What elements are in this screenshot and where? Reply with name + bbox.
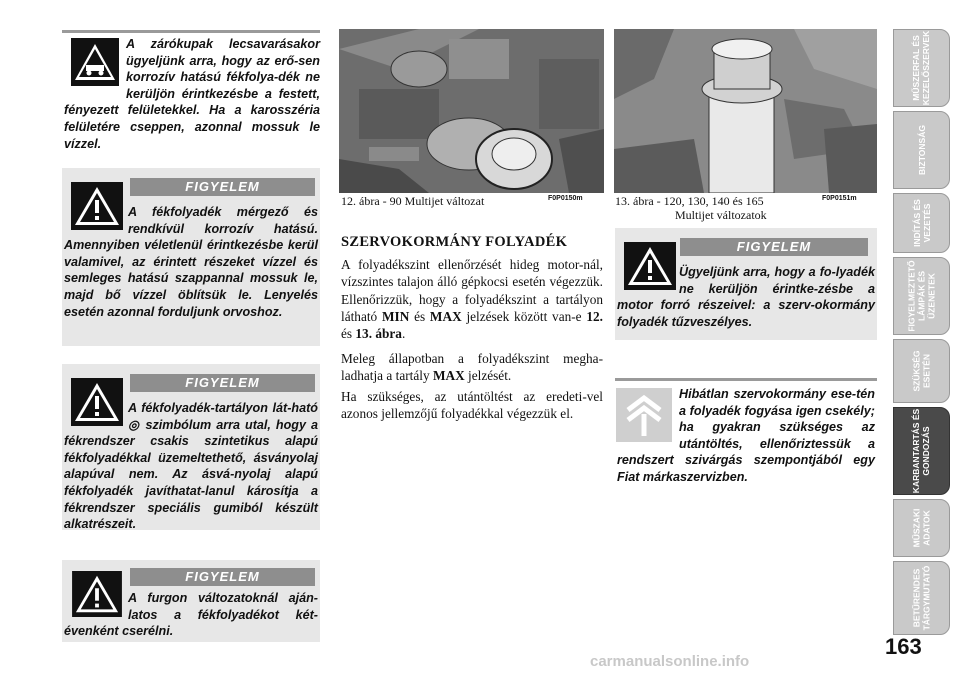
warning-1-title: FIGYELEM [130, 178, 315, 196]
right-note-text: Hibátlan szervokormány ese-tén a folyadék fogyása igen csekély; ha gyakran szükséges az utántöltés, ellenőriztessük a rendszert szivárgás szempontjából egy Fiat márkaszervizben. [617, 387, 875, 484]
figure-13-photo [614, 29, 877, 193]
figure-13-code: F0P0151m [822, 195, 857, 202]
section-paragraph-1: A folyadékszint ellenőrzését hideg motor-nál, vízszintes talajon álló gépkocsi esetén végezzük. Ellenőrizzük, hogy a folyadékszint a tartályon látható MIN és MAX jelzések között van-e 12. és 13. ábra. [341, 257, 603, 342]
warning-2-text: A fékfolyadék-tartályon lát-ható ◎ szimbólum arra utal, hogy a fékrendszer csakis szintetikus alapú fékfolyadékkal üzemeltethető, ásványolaj alapúval nem. Az ásvá-nyolaj alapú fékfolyadék javíthatat-lanul károsítja a fékrendszer speciális gumiból készült alkatrészeit. [64, 401, 318, 532]
tab-muszerfal[interactable]: MŰSZERFAL ÉS KEZELŐSZERVEK [893, 29, 950, 107]
warning-2-title: FIGYELEM [130, 374, 315, 392]
tab-szukseg[interactable]: SZÜKSÉG ESETÉN [893, 339, 950, 403]
tab-inditas[interactable]: INDÍTÁS ÉS VEZETÉS [893, 193, 950, 253]
max-label: MAX [429, 308, 462, 324]
figure-12-code: F0P0150m [548, 195, 583, 202]
watermark: carmanualsonline.info [590, 653, 750, 670]
right-note-rule [615, 378, 877, 381]
warning-3-title: FIGYELEM [130, 568, 315, 586]
section-heading: SZERVOKORMÁNY FOLYADÉK [341, 234, 568, 250]
warning-1-text: A fékfolyadék mérgező és rendkívül korrozív hatású. Amennyiben véletlenül érintkezésbe kerül valamivel, az érintett részeket vízzel és semleges hatású szappannal mossuk le, majd bő vízzel öblítsük le. Lenyelés esetén azonnal forduljunk orvoshoz. [64, 205, 318, 319]
warning-3-text: A furgon változatoknál aján-latos a fékfolyadékot két-évenként cserélni. [64, 591, 318, 639]
tab-karbantartas[interactable]: KARBANTARTÁS ÉS GONDOZÁS [893, 407, 950, 495]
right-warning-text: Ügyeljünk arra, hogy a fo-lyadék ne kerüljön érintke-zésbe a motor forró részeivel: a szerv-okormány folyadék tűzveszélyes. [617, 265, 875, 329]
page-number: 163 [885, 634, 922, 659]
figure-13-caption-line1: 13. ábra - 120, 130, 140 és 165 [615, 194, 764, 208]
right-warning-title: FIGYELEM [680, 238, 868, 256]
tab-figyelmezteto[interactable]: FIGYELMEZTETŐ LÁMPÁK ÉS ÜZENETEK [893, 257, 950, 335]
min-label: MIN [381, 308, 410, 324]
section-paragraph-2: Meleg állapotban a folyadékszint megha-ladhatja a tartály MAX jelzését. [341, 351, 603, 384]
tab-betu[interactable]: BETŰRENDES TÁRGYMUTATÓ [893, 561, 950, 635]
tab-muszaki[interactable]: MŰSZAKI ADATOK [893, 499, 950, 557]
figure-13-caption-line2: Multijet változatok [675, 208, 767, 222]
section-paragraph-3: Ha szükséges, az utántöltést az eredeti-vel azonos jellemzőjű folyadékkal végezzük el. [341, 389, 603, 422]
figure-12-caption: 12. ábra - 90 Multijet változat [341, 194, 485, 208]
figure-12-photo [339, 29, 604, 193]
intro-note-text: A zárókupak lecsavarásakor ügyeljünk arra, hogy az erő-sen korrozív hatású fékfolya-dék ne kerüljön érintkezésbe a festett, fényezett felületekkel. Ha a karosszéria felületére cseppen, azonnal mossuk le vízzel. [64, 37, 320, 151]
tab-biztonsag[interactable]: BIZTONSÁG [893, 111, 950, 189]
